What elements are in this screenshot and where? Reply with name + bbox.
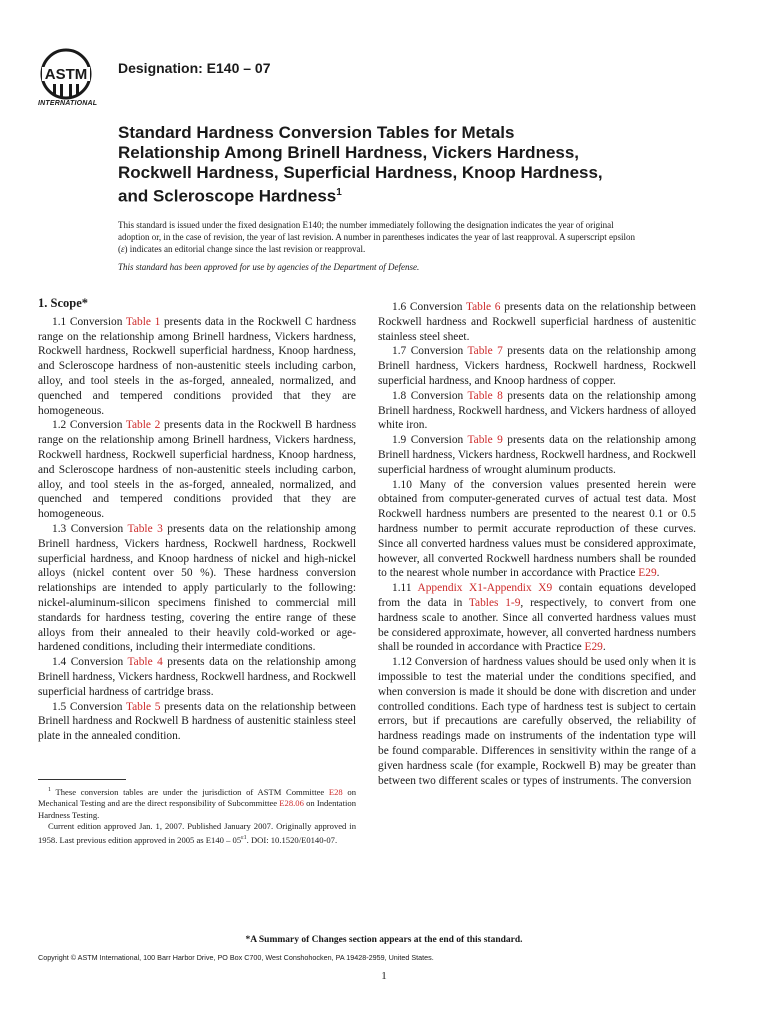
left-column xyxy=(38,296,356,744)
paragraph-1-10: 1.10 Many of the conversion values presented herein were obtained from computer-generated curves of actual test data. Most Rockwell hardness numbers are presented to the nearest 0.1 or 0.5 hardness number to permit accurate reproduction of these curves. Since all converted hardness values must be considered approximate, however, all converted Rockwell hardness numbers shall be rounded to the nearest whole number in accordance with Practice E29. xyxy=(378,478,696,580)
paragraph-1-3: 1.3 Conversion Table 3 presents data on the relationship among Brinell hardness, Vickers hardness, Rockwell hardness, Rockwell superficial hardness, and Knoop hardness of nickel and high-nickel alloys (nickel content over 50 %). These hardness conversion relationships are intended to apply particularly to the following: nickel-aluminum-silicon specimens finished to commercial mill standards for hardness testing, covering the entire range of these alloys from their annealed to their heavily cold-worked or age-hardened conditions, including their intermediate conditions. xyxy=(38,522,357,654)
paragraph-1-2: 1.2 Conversion Table 2 presents data in the Rockwell B hardness range on the relationship among Brinell hardness, Vickers hardness, Rockwell hardness, Rockwell superficial hardness, Knoop hardness, and Scleroscope hardness of non-austenitic steels including carbon, alloy, and tool steels in the as-forged, annealed, normalized, and quenched and tempered conditions provided that they are homogeneous. xyxy=(38,419,356,521)
link-e29[interactable]: E29 xyxy=(638,567,657,580)
link-table-6[interactable]: Table 6 xyxy=(465,301,501,313)
paragraph-1-7: 1.7 Conversion Table 7 presents data on the relationship among Brinell hardness, Vickers hardness, Rockwell hardness, Rockwell superficial hardness, and Knoop hardness of copper. xyxy=(378,345,697,387)
footnote-1: $^1$ These conversion tables are under the jurisdiction of ASTM Committee E28 on Mechanical Testing and are the direct responsibility of Subcommittee E28.06 on Indentation Hardness Testing. xyxy=(38,786,356,820)
title-line: and Scleroscope Hardness$^1$ xyxy=(118,186,342,206)
link-table-8[interactable]: Table 8 xyxy=(467,389,503,402)
standard-intro xyxy=(118,219,638,273)
designation: Designation: E140 – 07 xyxy=(118,60,271,76)
copyright-line: Copyright © ASTM International, 100 Barr Harbor Drive, PO Box C700, West Conshohocken, PA 19428-2959, United States. xyxy=(38,953,434,962)
link-e29[interactable]: E29 xyxy=(584,641,603,654)
document-title xyxy=(118,123,678,207)
paragraph-1-12: 1.12 Conversion of hardness values should be used only when it is impossible to test the material under the conditions specified, and when conversion is made it should be done with discretion and under controlled conditions. Each type of hardness test is subject to certain errors, but if precautions are carefully observed, the reliability of hardness readings made on instruments of the indentation type will be found comparable. Differences in sensitivity within the range of a given hardness scale (for example, Rockwell B) may be greater than between two different scales or types of instruments. The conversion xyxy=(378,656,696,787)
link-table-3[interactable]: Table 3 xyxy=(127,522,163,535)
summary-of-changes-note: *A Summary of Changes section appears at the end of this standard. xyxy=(245,935,523,945)
link-table-4[interactable]: Table 4 xyxy=(127,656,163,669)
paragraph-1-8: 1.8 Conversion Table 8 presents data on the relationship among Brinell hardness, Rockwell hardness, and Vickers hardness of alloyed white iron. xyxy=(378,389,697,432)
link-e28[interactable]: E28 xyxy=(328,786,343,797)
title-line: Standard Hardness Conversion Tables for Metals xyxy=(118,123,515,142)
title-line: Relationship Among Brinell Hardness, Vickers Hardness, xyxy=(118,143,580,162)
link-e28-06[interactable]: E28.06 xyxy=(279,798,304,809)
footnote-divider xyxy=(38,779,126,780)
link-tables-1-9[interactable]: Tables 1-9 xyxy=(468,596,521,609)
page-number: 1 xyxy=(381,970,387,982)
title-line: Rockwell Hardness, Superficial Hardness, Knoop Hardness, xyxy=(118,163,603,182)
link-table-7[interactable]: Table 7 xyxy=(467,345,503,358)
link-appendix-x1-x9[interactable]: Appendix X1-Appendix X9 xyxy=(417,582,553,595)
paragraph-1-5: 1.5 Conversion Table 5 presents data on the relationship between Brinell hardness and Rockwell B hardness of austenitic stainless steel plate in the annealed condition. xyxy=(38,700,356,743)
paragraph-1-11: 1.11 Appendix X1-Appendix X9 contain equations developed from the data in Tables 1-9, respectively, to convert from one hardness scale to another. Since all converted hardness values must be considered approximate, however, all converted hardness numbers shall be rounded in accordance with Practice E29. xyxy=(378,582,696,654)
paragraph-1-1: 1.1 Conversion Table 1 presents data in the Rockwell C hardness range on the relationship among Brinell hardness, Vickers hardness, Rockwell hardness, Rockwell superficial hardness, Knoop hardness, and Scleroscope hardness of non-austenitic steels including carbon, alloy, and tool steels in the as-forged, annealed, normalized, and quenched and tempered conditions provided that they are homogeneous. xyxy=(38,315,356,417)
title-footnote-mark: 1 xyxy=(336,187,342,198)
link-table-1[interactable]: Table 1 xyxy=(125,315,161,328)
footnote xyxy=(38,785,356,846)
link-table-9[interactable]: Table 9 xyxy=(467,434,503,447)
paragraph-1-9: 1.9 Conversion Table 9 presents data on the relationship among Brinell hardness, Vickers hardness, Rockwell hardness, and Rockwell superficial hardness of wrought aluminum products. xyxy=(378,434,697,476)
section-heading-scope: 1. Scope* xyxy=(38,296,88,310)
right-column xyxy=(378,300,696,788)
link-table-2[interactable]: Table 2 xyxy=(125,419,161,432)
dod-approval-note: This standard has been approved for use by agencies of the Department of Defense. xyxy=(118,262,420,272)
footnote-edition: Current edition approved Jan. 1, 2007. Published January 2007. Originally approved in 1958. Last previous edition approved in 2005 as $E140 - 05^{\varepsilon 1}$. DOI: 10.1520/E0140-07. xyxy=(38,821,356,845)
logo-text: ASTM xyxy=(44,66,88,83)
link-table-5[interactable]: Table 5 xyxy=(125,700,161,713)
logo-caption: INTERNATIONAL xyxy=(38,100,98,107)
paragraph-1-4: 1.4 Conversion Table 4 presents data on the relationship among Brinell hardness, Vickers hardness, Rockwell hardness, and Rockwell superficial hardness of cartridge brass. xyxy=(38,656,357,698)
paragraph-1-6: 1.6 Conversion Table 6 presents data on the relationship between Rockwell hardness and Rockwell superficial hardness of austenitic stainless steel sheet. xyxy=(378,301,696,343)
intro-paragraph: This standard is issued under the fixed designation E140; the number immediately following the designation indicates the year of original adoption or, in the case of revision, the year of last revision. A number in parentheses indicates the year of last reapproval. A superscript epsilon (ε) indicates an editorial change since the last revision or reapproval. xyxy=(118,220,635,254)
